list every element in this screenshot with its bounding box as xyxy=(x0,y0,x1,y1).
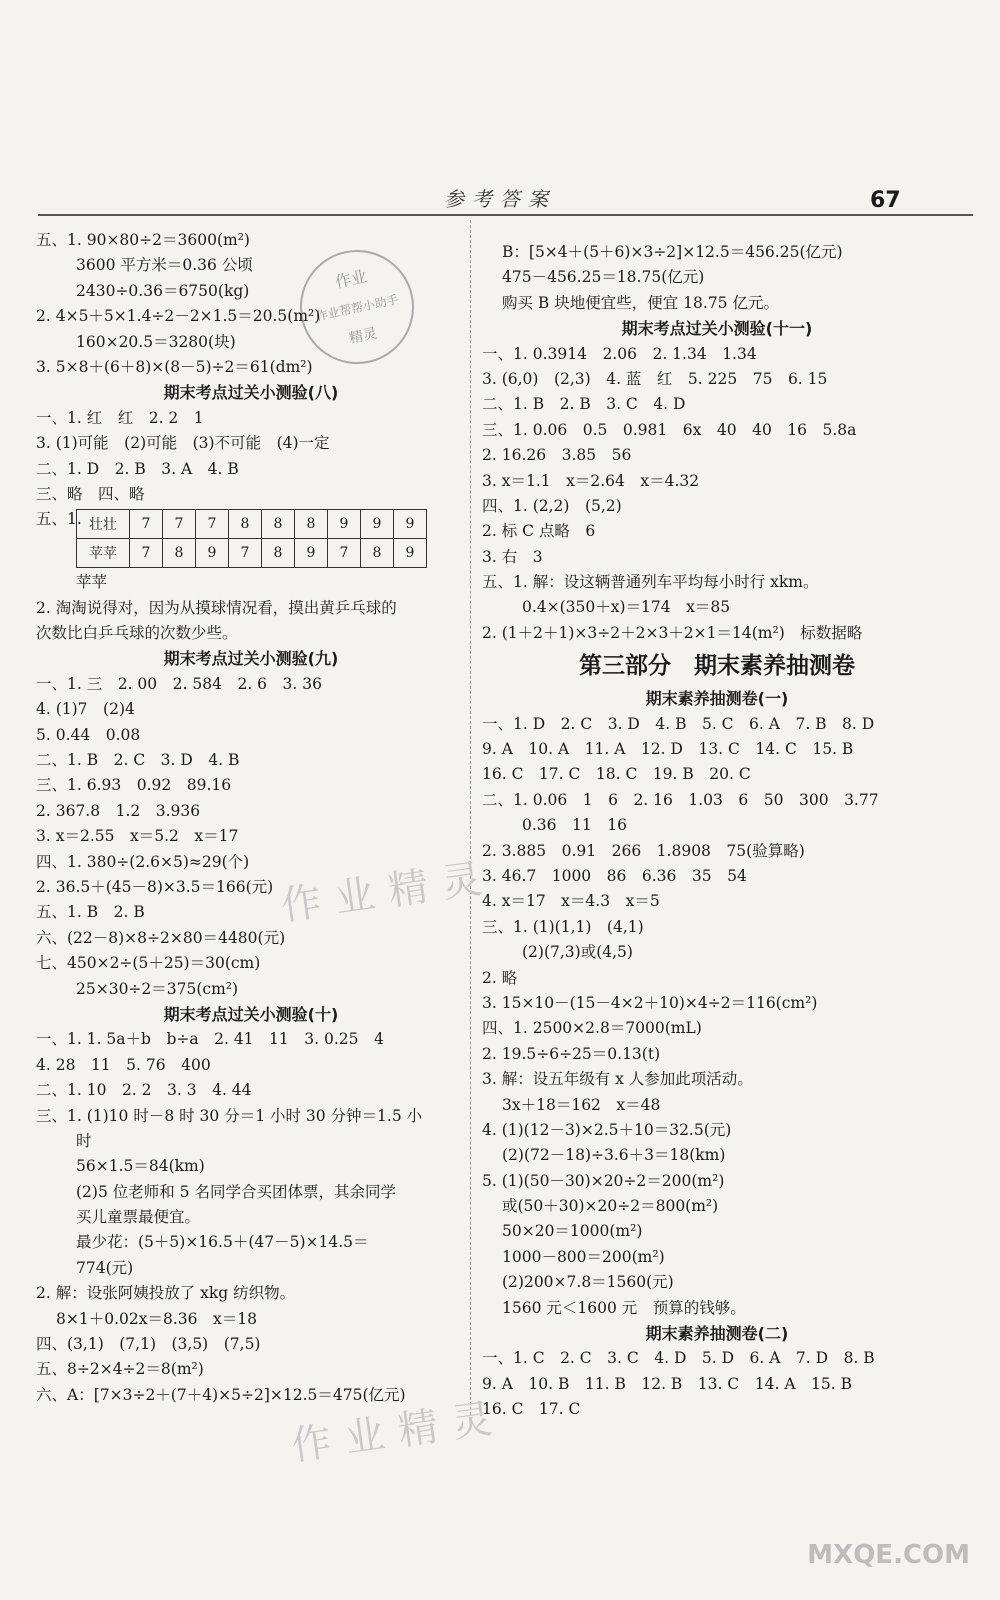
answer-line: 3x＋18＝162 x＝48 xyxy=(502,1095,661,1114)
answer-line: 2. 19.5÷6÷25＝0.13(t) xyxy=(482,1044,661,1063)
table-cell: 9 xyxy=(394,510,427,539)
stamp-line: 作业 xyxy=(333,266,369,292)
corner-logo: MXQE.COM xyxy=(807,1540,970,1570)
answer-line: 四、(3,1) (7,1) (3,5) (7,5) xyxy=(36,1335,261,1354)
answer-line: 1000－800＝200(m²) xyxy=(502,1247,665,1266)
header-rule xyxy=(38,214,973,216)
answer-line: 0.36 11 16 xyxy=(522,816,627,835)
answer-line: 2430÷0.36＝6750(kg) xyxy=(76,281,250,300)
answer-line: 买儿童票最便宜。 xyxy=(76,1208,201,1227)
answer-line: 一、1. 红 红 2. 2 1 xyxy=(36,408,204,427)
table-cell: 7 xyxy=(229,539,262,568)
answer-line: 五、1. 解：设这辆普通列车平均每小时行 xkm。 xyxy=(482,573,819,592)
answer-line: 16. C 17. C 18. C 19. B 20. C xyxy=(482,765,751,784)
answer-line: 3600 平方米＝0.36 公顷 xyxy=(76,256,253,275)
stamp-line: 精灵 xyxy=(347,325,379,348)
answer-line: 二、1. D 2. B 3. A 4. B xyxy=(36,459,239,478)
answer-line: 3. (6,0) (2,3) 4. 蓝 红 5. 225 75 6. 15 xyxy=(482,369,828,388)
answer-line: 3. x＝1.1 x＝2.64 x＝4.32 xyxy=(482,471,700,490)
table-cell: 7 xyxy=(163,510,196,539)
answer-line: 3. (1)可能 (2)可能 (3)不可能 (4)一定 xyxy=(36,434,330,453)
answer-line: 3. 5×8＋(6＋8)×(8－5)÷2＝61(dm²) xyxy=(36,357,313,376)
page-header-title: 参考答案 xyxy=(444,187,556,211)
answer-line: 五、1. 90×80÷2＝3600(m²) xyxy=(36,231,250,249)
answer-line: 2. 3.885 0.91 266 1.8908 75(验算略) xyxy=(482,841,805,860)
left-column: 五、1. 90×80÷2＝3600(m²) 3600 平方米＝0.36 公顷 2430÷0.36＝6750(kg) 2. 4×5＋5×1.4÷2－2×1.5＝20.5(m²) 160×20.5＝3280(块) 3. 5×8＋(6＋8)×(8－5)÷2＝61(dm²) 期末考点过关小测验(八) 一、1. 红 红 2. 2 1 3. (1)可能 (2)可能 (3)不可能 (4)一定 二、1. D 2. B 3. A 4. B 三、略 四、略 五、1. 壮壮 7 7 7 8 8 8 9 9 9 苹苹 7 8 9 7 8 9 7 8 9 苹苹 2. 淘淘说得对，因为从摸球情况看，摸出黄乒乓球的 次数比白乒乓球的次数少些。 期末考点过关小测验(九) 一、1. 三 2. 00 2. 584 2. 6 3. 36 4. (1)7 (2)4 5. 0.44 0.08 二、1. B 2. C 3. D 4. B 三、1. 6.93 0.92 89.16 2. 367.8 1.2 3.936 3. x＝2.55 x＝5.2 x＝17 四、1. 380÷(2.6×5)≈29(个) 2. 36.5＋(45－8)×3.5＝166(元) 五、1. B 2. B 六、(22－8)×8÷2×80＝4480(元) 七、450×2÷(5＋25)＝30(cm) 25×30÷2＝375(cm²) 期末考点过关小测验(十) 一、1. 1. 5a＋b b÷a 2. 41 11 3. 0.25 4 4. 28 11 5. 76 400 二、1. 10 2. 2 3. 3 4. 44 三、1. (1)10 时－8 时 30 分＝1 小时 30 分钟＝1.5 小 时 56×1.5＝84(km) (2)5 位老师和 5 名同学合买团体票，其余同学 买儿童票最便宜。 最少花：(5＋5)×16.5＋(47－5)×14.5＝ 774(元) 2. 解：设张阿姨投放了 xkg 纺织物。 8×1＋0.02x＝8.36 x＝18 四、(3,1) (7,1) (3,5) (7,5) 五、8÷2×4÷2＝8(m²) 六、A：[7×3÷2＋(7＋4)×5÷2]×12.5＝475(亿元) xyxy=(36,228,466,1408)
right-column xyxy=(482,240,952,1423)
answer-line: 1560 元＜1600 元 预算的钱够。 xyxy=(502,1298,746,1317)
answer-line: (2)(72－18)÷3.6＋3＝18(km) xyxy=(502,1146,726,1165)
table-cell: 9 xyxy=(196,539,229,568)
section-heading: 期末素养抽测卷(二) xyxy=(645,1324,789,1344)
answer-line: 0.4×(350＋x)＝174 x＝85 xyxy=(522,598,731,617)
answer-line: 最少花：(5＋5)×16.5＋(47－5)×14.5＝ xyxy=(76,1233,369,1252)
answer-line: 一、1. 三 2. 00 2. 584 2. 6 3. 36 xyxy=(36,674,322,693)
table-cell: 8 xyxy=(361,539,394,568)
answer-line: 二、1. 0.06 1 6 2. 16 1.03 6 50 300 3.77 xyxy=(482,790,879,809)
section-heading: 期末考点过关小测验(十) xyxy=(163,1004,339,1024)
answer-line: 3. 解：设五年级有 x 人参加此项活动。 xyxy=(482,1070,753,1089)
answer-line: 三、1. 6.93 0.92 89.16 xyxy=(36,776,232,795)
part-title: 第三部分 期末素养抽测卷 xyxy=(579,653,855,680)
answer-line: 9. A 10. A 11. A 12. D 13. C 14. C 15. B xyxy=(482,740,854,759)
answer-line: 4. (1)(12－3)×2.5＋10＝32.5(元) xyxy=(482,1120,732,1139)
watermark: 作业精灵 xyxy=(288,1394,509,1470)
table-cell: 9 xyxy=(328,510,361,539)
stamp-line: 作业帮帮小助手 xyxy=(314,292,400,324)
table-cell: 壮壮 xyxy=(77,510,130,539)
answer-line: 七、450×2÷(5＋25)＝30(cm) xyxy=(36,954,261,973)
table-cell: 苹苹 xyxy=(77,539,130,568)
answer-line: 时 xyxy=(76,1131,92,1150)
answer-line: 苹苹 xyxy=(76,573,108,592)
table-cell: 8 xyxy=(229,510,262,539)
answer-line: 2. 367.8 1.2 3.936 xyxy=(36,801,201,820)
answer-line: 二、1. B 2. C 3. D 4. B xyxy=(36,751,240,770)
answer-line: 2. 标 C 点略 6 xyxy=(482,522,596,541)
table-cell: 8 xyxy=(262,510,295,539)
answer-line: 二、1. 10 2. 2 3. 3 4. 44 xyxy=(36,1081,252,1100)
answer-line: 四、1. 2500×2.8＝7000(mL) xyxy=(482,1019,702,1038)
table-cell: 9 xyxy=(295,539,328,568)
watermark: 作业精灵 xyxy=(278,854,499,930)
table-cell: 7 xyxy=(130,539,163,568)
answer-line: (2)200×7.8＝1560(元) xyxy=(502,1273,674,1292)
answer-line: 8×1＋0.02x＝8.36 x＝18 xyxy=(56,1309,257,1328)
answer-line: 五、1. B 2. B xyxy=(36,903,145,922)
answer-line: 一、1. C 2. C 3. C 4. D 5. D 6. A 7. D 8. B xyxy=(482,1349,875,1368)
answer-line: 475－456.25＝18.75(亿元) xyxy=(502,268,705,287)
section-heading: 期末素养抽测卷(一) xyxy=(645,689,789,709)
answer-line: 2. 36.5＋(45－8)×3.5＝166(元) xyxy=(36,877,274,896)
answer-line: 25×30÷2＝375(cm²) xyxy=(76,979,239,998)
answer-line: 16. C 17. C xyxy=(482,1400,581,1419)
table-cell: 8 xyxy=(163,539,196,568)
answer-line: 三、1. (1)10 时－8 时 30 分＝1 小时 30 分钟＝1.5 小 xyxy=(36,1106,423,1125)
answer-line: 2. 略 xyxy=(482,968,518,987)
table-row xyxy=(77,510,427,539)
answer-line: 三、1. (1)(1,1) (4,1) xyxy=(482,917,644,936)
table-cell: 9 xyxy=(394,539,427,568)
column-divider xyxy=(470,220,471,1430)
answer-line: 六、(22－8)×8÷2×80＝4480(元) xyxy=(36,928,286,947)
section-heading: 期末考点过关小测验(八) xyxy=(163,383,339,403)
table-cell: 7 xyxy=(130,510,163,539)
answer-line: 2. (1＋2＋1)×3÷2＋2×3＋2×1＝14(m²) 标数据略 xyxy=(482,623,863,642)
answer-line: B：[5×4＋(5＋6)×3÷2]×12.5＝456.25(亿元) xyxy=(502,243,843,261)
answer-line: 或(50＋30)×20÷2＝800(m²) xyxy=(502,1197,719,1216)
answer-line: 三、1. 0.06 0.5 0.981 6x 40 40 16 5.8a xyxy=(482,420,857,439)
table-cell: 7 xyxy=(328,539,361,568)
answer-line: 3. 15×10－(15－4×2＋10)×4÷2＝116(cm²) xyxy=(482,993,818,1012)
score-table xyxy=(76,509,427,568)
answer-line: 160×20.5＝3280(块) xyxy=(76,332,236,351)
answer-line: 2. 4×5＋5×1.4÷2－2×1.5＝20.5(m²) xyxy=(36,307,321,326)
answer-line: 四、1. (2,2) (5,2) xyxy=(482,496,622,515)
answer-line: 一、1. 0.3914 2.06 2. 1.34 1.34 xyxy=(482,344,757,363)
answer-line: 六、A：[7×3÷2＋(7＋4)×5÷2]×12.5＝475(亿元) xyxy=(36,1385,406,1404)
answer-line: 4. 28 11 5. 76 400 xyxy=(36,1055,211,1074)
answer-line: 50×20＝1000(m²) xyxy=(502,1222,643,1241)
answer-line: 774(元) xyxy=(76,1258,134,1277)
answer-line: 3. 46.7 1000 86 6.36 35 54 xyxy=(482,866,747,885)
answer-line: 3. 右 3 xyxy=(482,547,543,566)
table-row xyxy=(77,539,427,568)
answer-line: 购买 B 块地便宜些，便宜 18.75 亿元。 xyxy=(502,293,779,312)
answer-line: 四、1. 380÷(2.6×5)≈29(个) xyxy=(36,852,250,871)
answer-line: 2. 淘淘说得对，因为从摸球情况看，摸出黄乒乓球的 xyxy=(36,598,397,617)
answer-line: 一、1. 1. 5a＋b b÷a 2. 41 11 3. 0.25 4 xyxy=(36,1030,384,1049)
table-cell: 7 xyxy=(196,510,229,539)
answer-line: 二、1. B 2. B 3. C 4. D xyxy=(482,395,686,414)
answer-line: 次数比白乒乓球的次数少些。 xyxy=(36,624,238,643)
answer-line: 4. x＝17 x＝4.3 x＝5 xyxy=(482,892,660,911)
answer-line: 五、8÷2×4÷2＝8(m²) xyxy=(36,1360,204,1379)
table-cell: 8 xyxy=(262,539,295,568)
section-heading: 期末考点过关小测验(十一) xyxy=(621,319,813,339)
answer-line: 3. x＝2.55 x＝5.2 x＝17 xyxy=(36,827,239,846)
answer-line: 5. 0.44 0.08 xyxy=(36,725,141,744)
answer-line: 5. (1)(50－30)×20÷2＝200(m²) xyxy=(482,1171,725,1190)
page-number: 67 xyxy=(870,188,901,213)
table-cell: 9 xyxy=(361,510,394,539)
answer-line: (2)5 位老师和 5 名同学合买团体票，其余同学 xyxy=(76,1182,396,1201)
answer-line: 一、1. D 2. C 3. D 4. B 5. C 6. A 7. B 8. D xyxy=(482,714,875,733)
table-cell: 8 xyxy=(295,510,328,539)
answer-line: 2. 16.26 3.85 56 xyxy=(482,446,632,465)
answer-line: 4. (1)7 (2)4 xyxy=(36,700,135,719)
answer-line: 56×1.5＝84(km) xyxy=(76,1157,205,1176)
answer-line: (2)(7,3)或(4,5) xyxy=(522,943,633,962)
answer-line: 三、略 四、略 xyxy=(36,484,145,503)
answer-line: 9. A 10. B 11. B 12. B 13. C 14. A 15. B xyxy=(482,1374,852,1393)
answer-line: 2. 解：设张阿姨投放了 xkg 纺织物。 xyxy=(36,1284,296,1303)
section-heading: 期末考点过关小测验(九) xyxy=(163,649,339,669)
